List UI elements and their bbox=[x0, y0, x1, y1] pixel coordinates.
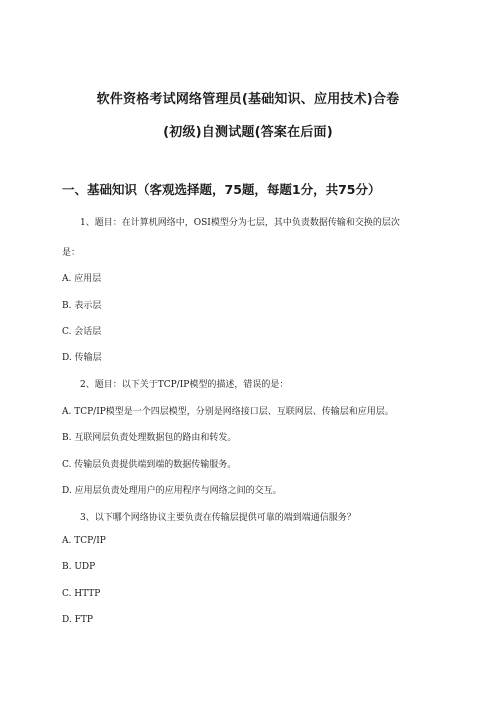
question-1-option-d: D. 传输层 bbox=[62, 353, 102, 363]
question-1-option-a: A. 应用层 bbox=[62, 274, 102, 284]
question-2-option-c: C. 传输层负责提供端到端的数据传输服务。 bbox=[62, 460, 237, 470]
question-3-option-d: D. FTP bbox=[62, 615, 93, 625]
question-1-option-c: C. 会话层 bbox=[62, 327, 102, 337]
question-2-option-a: A. TCP/IP模型是一个四层模型，分别是网络接口层、互联网层、传输层和应用层。 bbox=[62, 407, 394, 417]
question-2-stem: 2、题目：以下关于TCP/IP模型的描述，错误的是： bbox=[80, 380, 289, 390]
question-2-option-b: B. 互联网层负责处理数据包的路由和转发。 bbox=[62, 433, 237, 443]
question-2-option-d: D. 应用层负责处理用户的应用程序与网络之间的交互。 bbox=[62, 486, 282, 496]
section-heading: 一、基础知识（客观选择题，75题，每题1分，共75分） bbox=[62, 182, 381, 197]
document-title-line-2: (初级)自测试题(答案在后面) bbox=[163, 125, 333, 140]
question-3-option-b: B. UDP bbox=[62, 562, 96, 572]
document-title-line-1: 软件资格考试网络管理员(基础知识、应用技术)合卷 bbox=[96, 92, 400, 107]
question-3-stem: 3、以下哪个网络协议主要负责在传输层提供可靠的端到端通信服务？ bbox=[80, 513, 356, 523]
question-1-option-b: B. 表示层 bbox=[62, 301, 102, 311]
question-1-stem-cont: 是： bbox=[62, 248, 81, 258]
question-3-option-a: A. TCP/IP bbox=[62, 536, 106, 546]
question-1-stem: 1、题目：在计算机网络中，OSI模型分为七层，其中负责数据传输和交换的层次 bbox=[80, 218, 400, 228]
question-3-option-c: C. HTTP bbox=[62, 589, 101, 599]
